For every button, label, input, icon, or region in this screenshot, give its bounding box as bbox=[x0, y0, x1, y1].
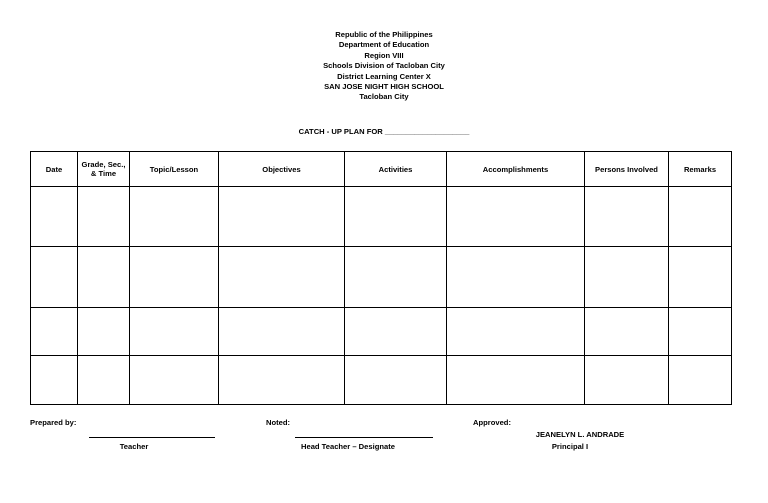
table-cell[interactable] bbox=[31, 187, 78, 247]
teacher-role: Teacher bbox=[119, 442, 149, 451]
table-cell[interactable] bbox=[130, 187, 219, 247]
column-header-topic-lesson: Topic/Lesson bbox=[130, 152, 219, 187]
table-cell[interactable] bbox=[31, 308, 78, 356]
table-cell[interactable] bbox=[669, 356, 732, 405]
table-cell[interactable] bbox=[78, 308, 130, 356]
table-cell[interactable] bbox=[78, 356, 130, 405]
column-header-date: Date bbox=[31, 152, 78, 187]
table-cell[interactable] bbox=[130, 308, 219, 356]
table-header-row bbox=[31, 152, 732, 187]
column-header-activities: Activities bbox=[345, 152, 447, 187]
table-row bbox=[31, 247, 732, 308]
table-cell[interactable] bbox=[345, 187, 447, 247]
letterhead-region: Region VIII bbox=[364, 50, 404, 60]
letterhead-district: District Learning Center X bbox=[337, 71, 431, 81]
table-row bbox=[31, 308, 732, 356]
table-cell[interactable] bbox=[447, 247, 585, 308]
column-header-remarks: Remarks bbox=[669, 152, 732, 187]
table-cell[interactable] bbox=[585, 187, 669, 247]
letterhead-division: Schools Division of Tacloban City bbox=[323, 61, 445, 71]
head-teacher-signature-line bbox=[295, 437, 433, 438]
form-title: CATCH - UP PLAN FOR ____________________ bbox=[298, 127, 470, 136]
table-cell[interactable] bbox=[345, 356, 447, 405]
table-cell[interactable] bbox=[447, 187, 585, 247]
column-header-objectives: Objectives bbox=[219, 152, 345, 187]
table-cell[interactable] bbox=[585, 356, 669, 405]
column-header-accomplishments: Accomplishments bbox=[447, 152, 585, 187]
table-cell[interactable] bbox=[219, 247, 345, 308]
principal-role: Principal I bbox=[551, 442, 589, 451]
teacher-signature-line bbox=[89, 437, 215, 438]
table-cell[interactable] bbox=[345, 308, 447, 356]
principal-name: JEANELYN L. ANDRADE bbox=[535, 430, 625, 439]
catch-up-plan-table bbox=[30, 151, 732, 405]
letterhead bbox=[0, 30, 768, 103]
table-cell[interactable] bbox=[669, 247, 732, 308]
table-cell[interactable] bbox=[78, 187, 130, 247]
table-cell[interactable] bbox=[669, 187, 732, 247]
noted-label: Noted: bbox=[266, 418, 291, 427]
head-teacher-role: Head Teacher – Designate bbox=[301, 442, 395, 451]
table-cell[interactable] bbox=[585, 247, 669, 308]
letterhead-city: Tacloban City bbox=[359, 92, 409, 102]
table-cell[interactable] bbox=[447, 356, 585, 405]
letterhead-department: Department of Education bbox=[338, 40, 430, 50]
table-cell[interactable] bbox=[31, 247, 78, 308]
table-cell[interactable] bbox=[219, 308, 345, 356]
table-cell[interactable] bbox=[130, 356, 219, 405]
approved-label: Approved: bbox=[473, 418, 511, 427]
table-cell[interactable] bbox=[219, 356, 345, 405]
table-row bbox=[31, 187, 732, 247]
table-cell[interactable] bbox=[585, 308, 669, 356]
table-row bbox=[31, 356, 732, 405]
letterhead-republic: Republic of the Philippines bbox=[335, 30, 433, 39]
prepared-by-label: Prepared by: bbox=[30, 418, 77, 427]
table-cell[interactable] bbox=[130, 247, 219, 308]
table-cell[interactable] bbox=[669, 308, 732, 356]
column-header-grade-sec-time: Grade, Sec., & Time bbox=[78, 152, 130, 187]
table-cell[interactable] bbox=[447, 308, 585, 356]
table-cell[interactable] bbox=[219, 187, 345, 247]
table-cell[interactable] bbox=[31, 356, 78, 405]
letterhead-school: SAN JOSE NIGHT HIGH SCHOOL bbox=[324, 82, 444, 92]
column-header-persons-involved: Persons Involved bbox=[585, 152, 669, 187]
table-cell[interactable] bbox=[78, 247, 130, 308]
table-cell[interactable] bbox=[345, 247, 447, 308]
